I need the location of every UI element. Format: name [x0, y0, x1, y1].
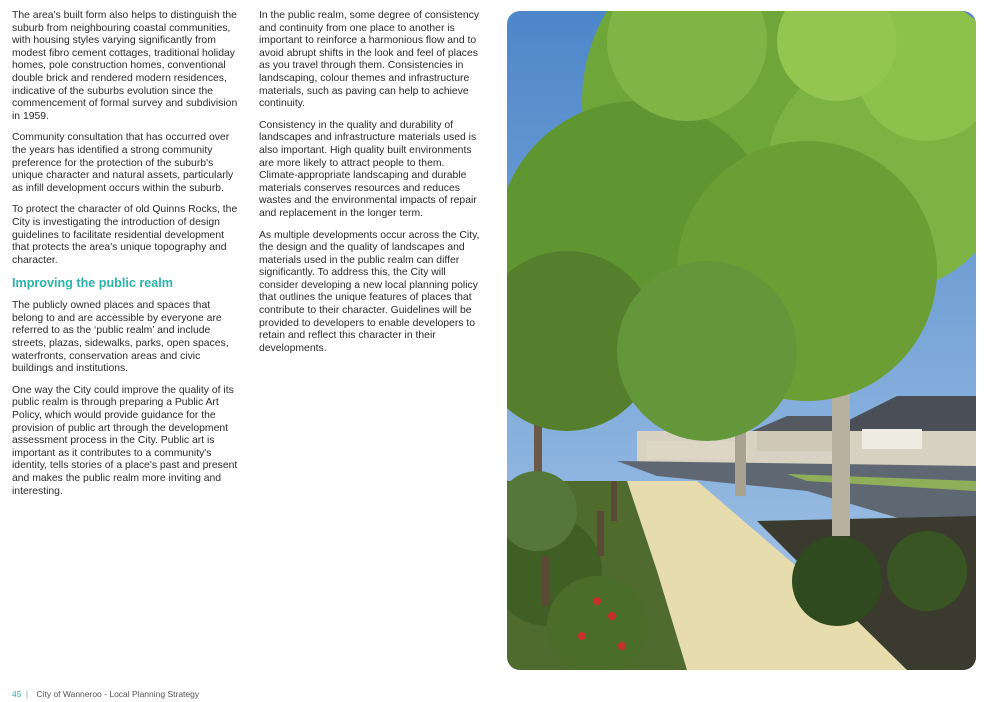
- section-heading: Improving the public realm: [12, 276, 173, 291]
- text-column-left: [12, 10, 238, 507]
- paragraph-quality-durability: Consistency in the quality and durability of landscapes and infrastructure materials used is also important. High quality built environments are more likely to attract people to them. Climate-appropriate landscaping and durable materials conserves resources and reduces wastes and the environmental impacts of repair and replacement in the longer term.: [259, 119, 477, 219]
- paragraph-community-consultation: Community consultation that has occurred over the years has identified a strong community preference for the protection of the suburb's unique character and natural assets, particularly as infill development occurs within the suburb.: [12, 132, 234, 194]
- paragraph-built-form: The area's built form also helps to distinguish the suburb from neighbouring coastal communities, with housing styles varying significantly from modest fibro cement cottages, traditional holiday homes, pole construction homes, conventional double brick and rendered modern residences, indicative of the suburbs evolution since the commencement of formal survey and subdivision in 1959.: [12, 10, 238, 122]
- document-title: City of Wanneroo - Local Planning Strategy: [36, 689, 200, 699]
- paragraph-protect-character: To protect the character of old Quinns Rocks, the City is investigating the introduction of design guidelines to facilitate residential development that protects the area's unique topography and character.: [12, 204, 238, 266]
- streetscape-photo: [507, 11, 976, 670]
- paragraph-consistency-continuity: In the public realm, some degree of consistency and continuity from one place to another is important to reinforce a harmonious flow and to avoid abrupt shifts in the look and feel of places as you travel through them. Consistencies in landscaping, colour themes and infrastructure materials, such as paving can help to achieve continuity.: [259, 10, 480, 110]
- text-column-middle: [259, 10, 485, 364]
- paragraph-multiple-developments: As multiple developments occur across the City, the design and the quality of landscapes and materials used in the public realm can differ significantly. To address this, the City will consider developing a new local planning policy that outlines the unique features of places that contribute to their character. Guidelines will be provided to developers to enable developers to retain and reflect this character in their developments.: [259, 229, 480, 354]
- footer-separator: |: [25, 689, 29, 699]
- paragraph-public-realm-definition: The publicly owned places and spaces that belong to and are accessible by everyone are referred to as the ‘public realm’ and include streets, plazas, sidewalks, parks, open spaces, waterfronts, conservation areas and civic buildings and institutions.: [12, 300, 229, 375]
- paragraph-public-art-policy: One way the City could improve the quality of its public realm is through preparing a Public Art Policy, which would provide guidance for the provision of public art through the development assessment process in the City. Public art is important as it contributes to a community's identity, tells stories of a place's past and present and makes the public realm more inviting and interesting.: [12, 384, 238, 497]
- page-footer: [12, 689, 199, 699]
- page-number: 45: [12, 689, 22, 699]
